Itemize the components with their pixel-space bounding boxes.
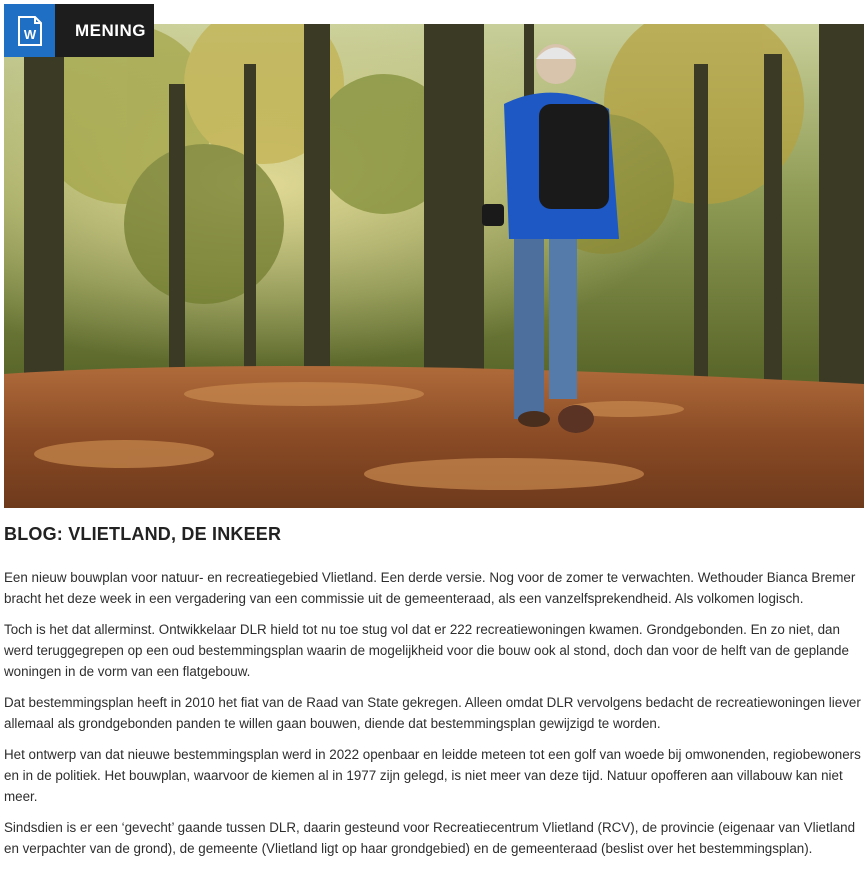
document-w-icon-glyph [17, 16, 43, 46]
article-paragraph: Toch is het dat allerminst. Ontwikkelaar DLR hield tot nu toe stug vol dat er 222 recreatiewoningen kwamen. Grondgebonden. En zo niet, dan werd teruggegrepen op een oud bestemmingsplan waarin de mogelijkheid voor die bouw ook al stond, doch dan voor de helft van de geplande woningen in de vorm van een flatgebouw. [4, 622, 849, 679]
article-paragraph: Sindsdien is er een ‘gevecht’ gaande tussen DLR, daarin gesteund voor Recreatiecentrum Vlietland (RCV), de provincie (eigenaar van Vlietland en verpachter van de grond), de gemeente (Vlietland ligt op haar grondgebied) en de gemeenteraad (beslist over het bestemmingsplan). [4, 820, 856, 856]
article-paragraph: Een nieuw bouwplan voor natuur- en recreatiegebied Vlietland. Een derde versie. Nog voor de zomer te verwachten. Wethouder Bianca Bremer bracht het deze week in een vergadering van een commissie uit de gemeenteraad, als een vanzelfsprekendheid. Als volkomen logisch. [4, 570, 856, 606]
category-badge[interactable] [4, 4, 154, 57]
category-label: MENING [75, 20, 146, 40]
article-paragraph: Dat bestemmingsplan heeft in 2010 het fiat van de Raad van State gekregen. Alleen omdat DLR vervolgens bedacht de recreatiewoningen liever allemaal als grondgebonden panden te willen gaan bouwen, diende dat bestemmingsplan gewijzigd te worden. [4, 695, 861, 731]
article-paragraph: Het ontwerp van dat nieuwe bestemmingsplan werd in 2022 openbaar en leidde meteen tot een golf van woede bij omwonenden, regiobewoners en in de politiek. Het bouwplan, waarvoor de kiemen al in 1977 zijn gelegd, is niet meer van deze tijd. Natuur opofferen aan villabouw kan niet meer. [4, 747, 861, 804]
hero-photo [4, 24, 864, 508]
article-body [4, 567, 864, 869]
hero-photo-illustration [4, 24, 864, 508]
article-title: BLOG: VLIETLAND, DE INKEER [4, 524, 282, 544]
document-w-icon [4, 4, 55, 57]
svg-text:W: W [23, 26, 36, 42]
